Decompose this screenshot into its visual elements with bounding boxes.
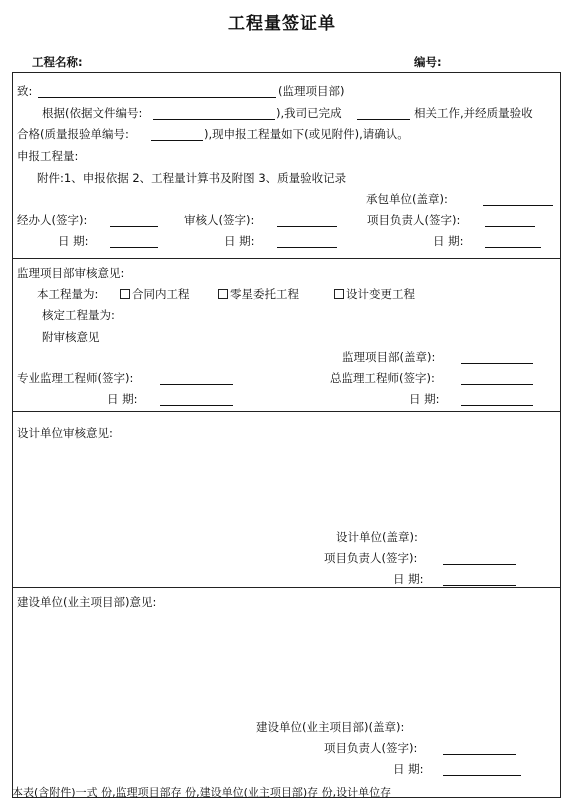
- checkbox-icon[interactable]: [334, 289, 344, 299]
- pm-sign-line[interactable]: [485, 226, 535, 227]
- work-type-label: 本工程量为:: [37, 287, 99, 301]
- section-divider-3: [12, 587, 560, 588]
- engineer-date-line[interactable]: [160, 405, 233, 406]
- owner-date-line[interactable]: [443, 775, 521, 776]
- engineer-date-label: 日 期:: [107, 392, 138, 406]
- option-sporadic-work[interactable]: [218, 287, 299, 301]
- attachments-list: 附件:1、申报依据 2、工程量计算书及附图 3、质量验收记录: [37, 171, 347, 185]
- chief-engineer-sign-line[interactable]: [461, 384, 533, 385]
- owner-date-label: 日 期:: [393, 762, 424, 776]
- basis-suffix: 相关工作,并经质量验收: [414, 106, 533, 120]
- design-pm-label: 项目负责人(签字):: [324, 551, 418, 565]
- option-label: 零星委托工程: [230, 287, 299, 301]
- option-design-change[interactable]: [334, 287, 415, 301]
- to-prefix: 致:: [17, 84, 33, 98]
- chief-engineer-label: 总监理工程师(签字):: [330, 371, 435, 385]
- section-divider-2: [12, 411, 560, 412]
- engineer-label: 专业监理工程师(签字):: [17, 371, 134, 385]
- footer-note: 本表(含附件)一式 份,监理项目部存 份,建设单位(业主项目部)存 份,设计单位存: [12, 786, 392, 799]
- attached-opinion: 附审核意见: [42, 330, 100, 344]
- inspection-number-line[interactable]: [151, 140, 203, 141]
- qualified-prefix: 合格(质量报验单编号:: [17, 127, 129, 141]
- handler-sign-line[interactable]: [110, 226, 158, 227]
- reviewer-sign-line[interactable]: [277, 226, 337, 227]
- contractor-seal-line[interactable]: [483, 205, 553, 206]
- pm-date-line[interactable]: [485, 247, 541, 248]
- design-date-label: 日 期:: [393, 572, 424, 586]
- basis-file-number-line[interactable]: [153, 119, 275, 120]
- owner-heading: 建设单位(业主项目部)意见:: [17, 595, 157, 609]
- to-suffix: (监理项目部): [278, 84, 345, 98]
- engineer-sign-line[interactable]: [160, 384, 233, 385]
- approved-quantity-label: 核定工程量为:: [42, 308, 115, 322]
- option-label: 合同内工程: [132, 287, 190, 301]
- checkbox-icon[interactable]: [120, 289, 130, 299]
- design-date-line[interactable]: [443, 585, 516, 586]
- reviewer-label: 审核人(签字):: [184, 213, 255, 227]
- completed-work-line[interactable]: [357, 119, 410, 120]
- contractor-seal-label: 承包单位(盖章):: [366, 192, 448, 206]
- design-heading: 设计单位审核意见:: [17, 426, 113, 440]
- supervision-seal-line[interactable]: [461, 363, 533, 364]
- supervision-seal-label: 监理项目部(盖章):: [342, 350, 436, 364]
- handler-date-label: 日 期:: [58, 234, 89, 248]
- option-contract-work[interactable]: [120, 287, 190, 301]
- project-name-label: 工程名称:: [32, 55, 83, 69]
- design-pm-sign-line[interactable]: [443, 564, 516, 565]
- handler-date-line[interactable]: [110, 247, 158, 248]
- page-title: 工程量签证单: [228, 14, 336, 34]
- number-label: 编号:: [414, 55, 442, 69]
- section-divider-1: [12, 258, 560, 259]
- declared-quantity-label: 申报工程量:: [17, 149, 79, 163]
- reviewer-date-line[interactable]: [277, 247, 337, 248]
- pm-date-label: 日 期:: [433, 234, 464, 248]
- pm-label: 项目负责人(签字):: [367, 213, 461, 227]
- reviewer-date-label: 日 期:: [224, 234, 255, 248]
- owner-seal-label: 建设单位(业主项目部)(盖章):: [256, 720, 405, 734]
- chief-date-line[interactable]: [461, 405, 533, 406]
- design-seal-label: 设计单位(盖章):: [336, 530, 418, 544]
- option-label: 设计变更工程: [346, 287, 415, 301]
- basis-prefix: 根据(依据文件编号:: [42, 106, 143, 120]
- owner-pm-sign-line[interactable]: [443, 754, 516, 755]
- qualified-suffix: ),现申报工程量如下(或见附件),请确认。: [204, 127, 409, 141]
- owner-pm-label: 项目负责人(签字):: [324, 741, 418, 755]
- to-recipient-line[interactable]: [38, 97, 276, 98]
- basis-mid: ),我司已完成: [276, 106, 342, 120]
- chief-date-label: 日 期:: [409, 392, 440, 406]
- handler-label: 经办人(签字):: [17, 213, 88, 227]
- checkbox-icon[interactable]: [218, 289, 228, 299]
- supervision-heading: 监理项目部审核意见:: [17, 266, 125, 280]
